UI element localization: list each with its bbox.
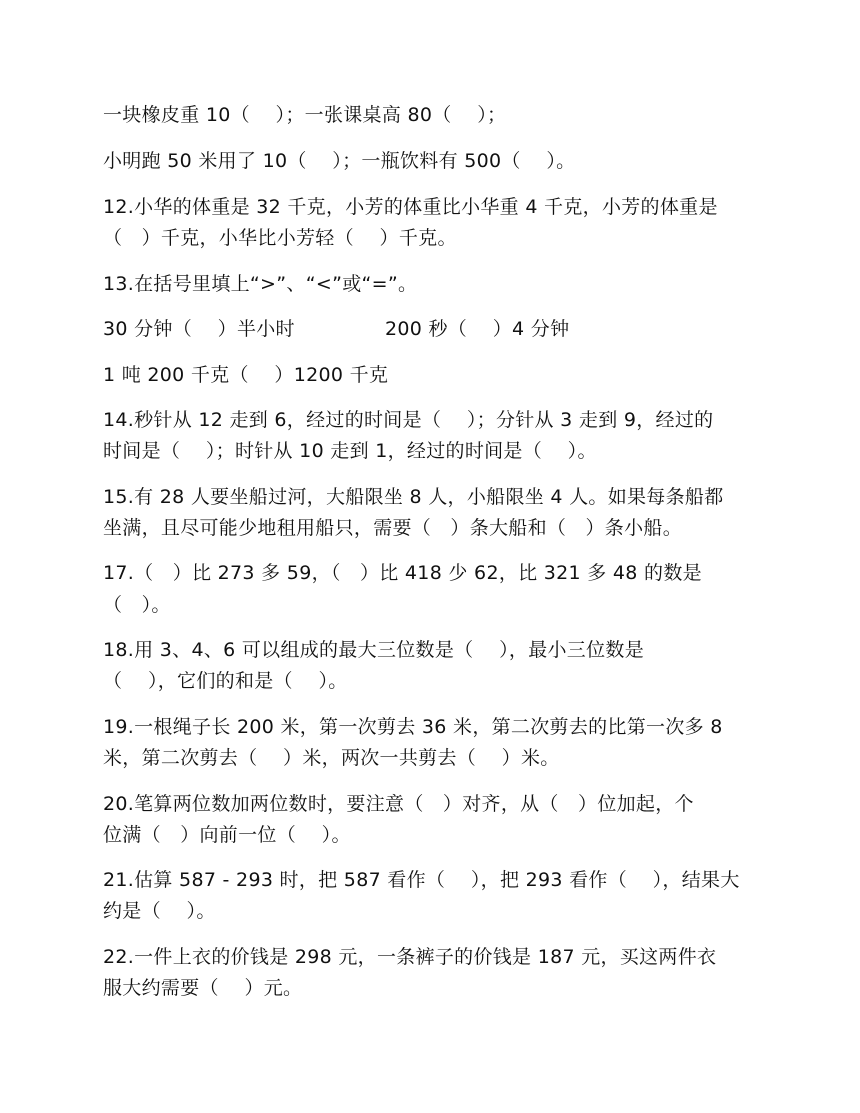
line-run-drink: 小明跑 50 米用了 10（ ）；一瓶饮料有 500（ ）。	[103, 150, 576, 172]
question-18-line-1: 18.用 3、4、6 可以组成的最大三位数是（ ），最小三位数是	[103, 639, 645, 661]
question-18-line-2: （ ），它们的和是（ ）。	[103, 670, 348, 692]
question-21-line-1: 21.估算 587 - 293 时，把 587 看作（ ），把 293 看作（ ），结果大	[103, 869, 740, 891]
question-20-line-2: 位满（ ）向前一位（ ）。	[103, 824, 351, 846]
question-12-line-1: 12.小华的体重是 32 千克，小芳的体重比小华重 4 千克，小芳的体重是	[103, 196, 718, 218]
question-15-line-1: 15.有 28 人要坐船过河，大船限坐 8 人，小船限坐 4 人。如果每条船都	[103, 486, 724, 508]
question-12-line-2: （ ）千克，小华比小芳轻（ ）千克。	[103, 227, 457, 249]
question-13-row-1	[103, 313, 768, 345]
question-15-line-2: 坐满，且尽可能少地租用船只，需要（ ）条大船和（ ）条小船。	[103, 517, 683, 539]
compare-minutes-half-hour: 30 分钟（ ）半小时	[103, 318, 295, 340]
question-22-line-1: 22.一件上衣的价钱是 298 元，一条裤子的价钱是 187 元，买这两件衣	[103, 946, 717, 968]
question-17-line-1: 17.（ ）比 273 多 59，（ ）比 418 少 62，比 321 多 48 的数是	[103, 562, 702, 584]
question-13-row-2: 1 吨 200 千克（ ）1200 千克	[103, 364, 389, 386]
question-20-line-1: 20.笔算两位数加两位数时，要注意（ ）对齐，从（ ）位加起，个	[103, 793, 694, 815]
question-22-line-2: 服大约需要（ ）元。	[103, 977, 303, 999]
question-19-line-2: 米，第二次剪去（ ）米，两次一共剪去（ ）米。	[103, 747, 560, 769]
question-19-line-1: 19.一根绳子长 200 米，第一次剪去 36 米，第二次剪去的比第一次多 8	[103, 716, 723, 738]
question-17-line-2: （ ）。	[103, 594, 171, 616]
line-eraser-desk: 一块橡皮重 10（ ）；一张课桌高 80（ ）；	[103, 104, 507, 126]
question-14-line-1: 14.秒针从 12 走到 6，经过的时间是（ ）；分针从 3 走到 9，经过的	[103, 409, 714, 431]
question-21-line-2: 约是（ ）。	[103, 900, 216, 922]
compare-seconds-minutes: 200 秒（ ）4 分钟	[385, 318, 570, 340]
question-13-title: 13.在括号里填上“>”、“<”或“=”。	[103, 273, 418, 295]
question-14-line-2: 时间是（ ）；时针从 10 走到 1，经过的时间是（ ）。	[103, 440, 597, 462]
